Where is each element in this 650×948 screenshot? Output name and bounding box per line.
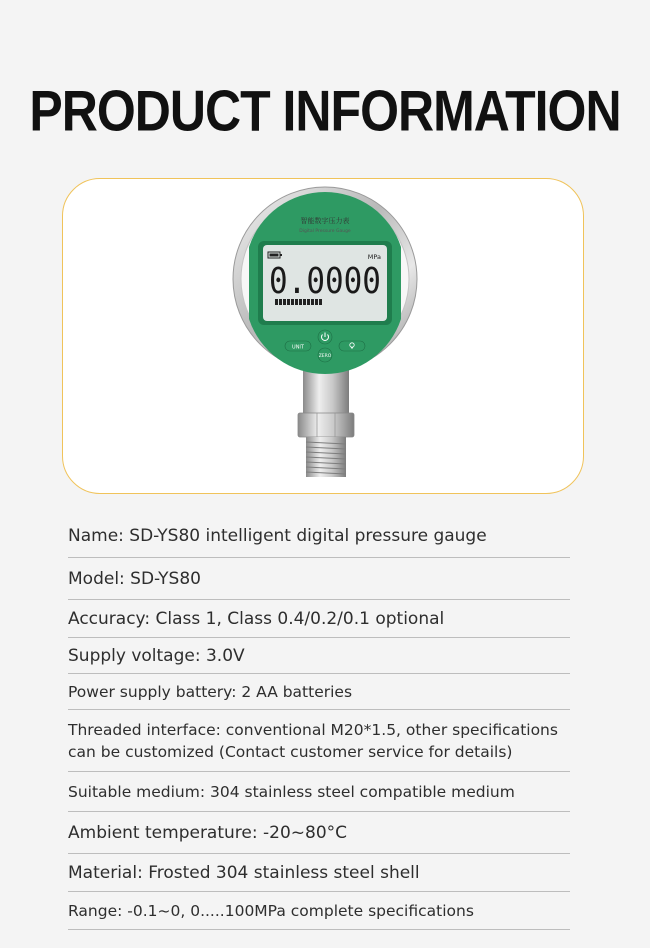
- spec-row-supply-voltage: [68, 638, 570, 674]
- spec-text: Suitable medium: 304 stainless steel compatible medium: [68, 782, 515, 801]
- spec-text: Name: SD-YS80 intelligent digital pressure gauge: [68, 525, 487, 546]
- lcd-unit: MPa: [367, 253, 381, 261]
- zero-button-label: ZERO: [318, 354, 332, 359]
- spec-row-accuracy: [68, 600, 570, 638]
- spec-text: Threaded interface: conventional M20*1.5, other specifications can be customized (Contact customer service for details): [68, 720, 558, 761]
- pressure-gauge-illustration: [63, 179, 584, 494]
- spec-text: Supply voltage: 3.0V: [68, 645, 245, 666]
- spec-row-range: [68, 892, 570, 930]
- spec-row-model: [68, 558, 570, 600]
- unit-button-label: UNIT: [292, 344, 304, 351]
- page-title: PRODUCT INFORMATION: [29, 78, 621, 144]
- spec-text: Accuracy: Class 1, Class 0.4/0.2/0.1 optional: [68, 608, 445, 629]
- spec-text: Material: Frosted 304 stainless steel shell: [68, 862, 420, 883]
- gauge-hex-nut: [298, 413, 354, 437]
- gauge-brand-cn: 智能数字压力表: [300, 217, 350, 225]
- spec-row-battery: [68, 674, 570, 710]
- spec-row-temperature: [68, 812, 570, 854]
- spec-text: Model: SD-YS80: [68, 568, 201, 589]
- product-image-card: [62, 178, 584, 494]
- spec-row-medium: [68, 772, 570, 812]
- gauge-brand-en: Digital Pressure Gauge: [299, 229, 351, 234]
- spec-text: Power supply battery: 2 AA batteries: [68, 682, 353, 701]
- spec-list: [68, 514, 570, 930]
- lcd-reading: 0.0000: [269, 259, 381, 302]
- spec-text: Ambient temperature: -20~80°C: [68, 822, 348, 843]
- spec-row-material: [68, 854, 570, 892]
- spec-row-thread: [68, 710, 570, 772]
- spec-row-name: [68, 514, 570, 558]
- spec-text: Range: -0.1~0, 0.....100MPa complete specifications: [68, 901, 474, 920]
